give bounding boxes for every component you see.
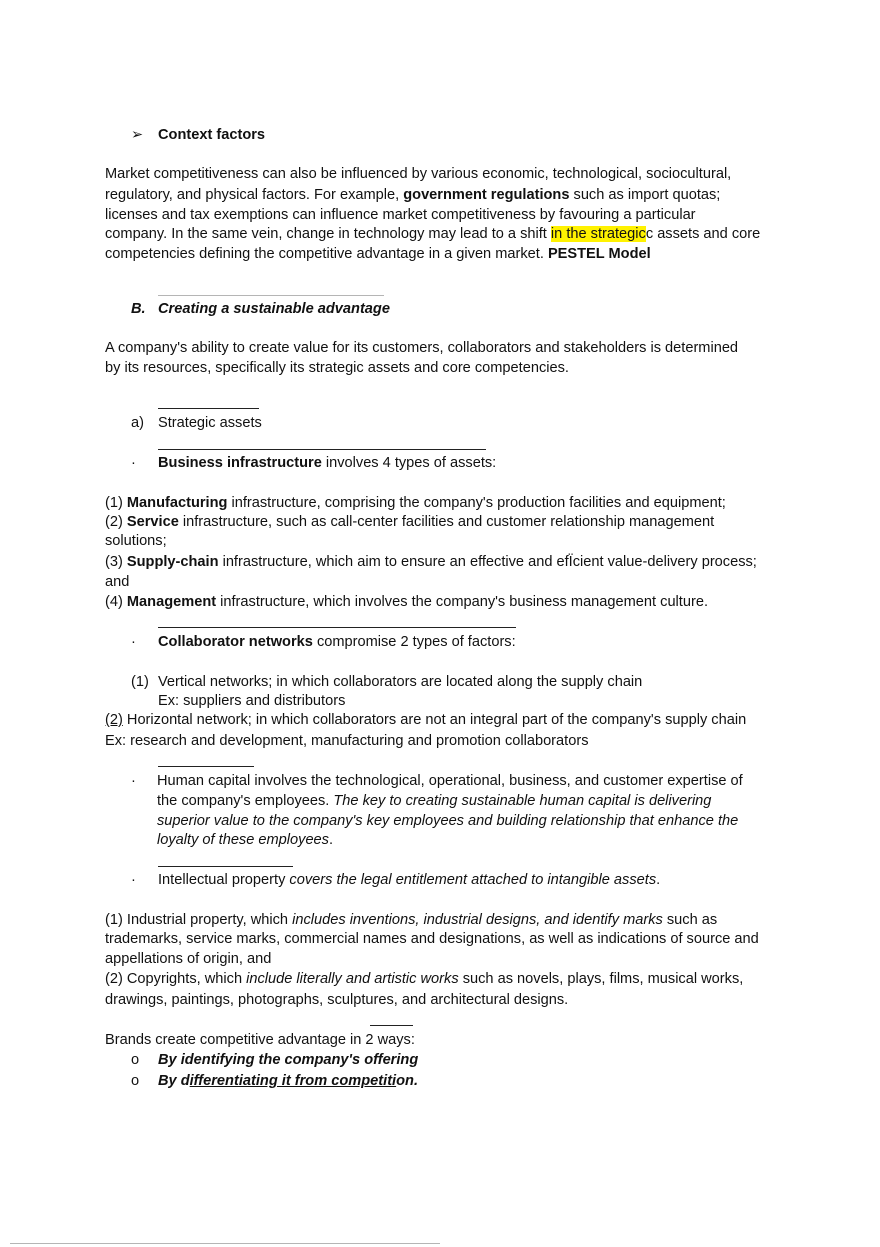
bold-run: Collaborator networks [158, 634, 313, 650]
text-run: the company's employees. [157, 793, 334, 809]
collaborator-networks-line [158, 632, 516, 652]
human-capital-line-2 [157, 791, 711, 811]
context-para-line-5 [105, 244, 651, 264]
text-run: infrastructure, such as call-center facilities and customer relationship management [178, 514, 715, 530]
divider [370, 1025, 413, 1026]
bold-run: Management [126, 594, 217, 610]
dot-bullet-icon: · [131, 455, 136, 471]
dot-bullet-icon: · [131, 773, 136, 789]
context-para-line-4 [105, 224, 760, 244]
business-item-3 [105, 552, 757, 572]
bold-run: government regulations [403, 187, 570, 203]
footer-divider [10, 1243, 440, 1244]
business-item-1 [105, 493, 726, 513]
brands-way-2 [158, 1071, 418, 1091]
dot-bullet-icon: · [131, 634, 136, 650]
divider [158, 449, 486, 450]
highlighted-run: in the strategic [550, 226, 646, 242]
divider [158, 766, 254, 767]
text-run: By d [158, 1073, 190, 1089]
context-para-line-3: licenses and tax exemptions can influence market competitiveness by favouring a particular [105, 207, 696, 223]
circle-bullet-icon: o [131, 1073, 140, 1089]
ip-para-line-2: trademarks, service marks, commercial names and designations, as well as indications of source and [105, 931, 759, 947]
section-b-intro-2: by its resources, specifically its strategic assets and core competencies. [105, 360, 569, 376]
text-run: Horizontal network; in which collaborators are not an integral part of the company's supply chain [122, 712, 747, 728]
text-run: involves 4 types of assets: [321, 455, 497, 471]
text-run: such as novels, plays, films, musical works, [458, 971, 744, 987]
text-run: c assets and core [645, 226, 761, 242]
human-capital-line-4 [157, 830, 333, 850]
divider [158, 408, 259, 409]
divider [158, 295, 384, 296]
text-run: (3) [105, 554, 127, 570]
business-item-4 [105, 592, 708, 612]
text-run: such as [662, 912, 718, 928]
human-capital-line-3: superior value to the company's key employees and building relationship that enhance the [157, 813, 739, 829]
brands-intro: Brands create competitive advantage in 2 ways: [105, 1032, 415, 1048]
ip-para-line-3: appellations of origin, and [105, 951, 272, 967]
text-run: Intellectual property [158, 872, 290, 888]
circle-bullet-icon: o [131, 1052, 140, 1068]
horizontal-networks-line [105, 710, 746, 730]
italic-run: loyalty of these employees [157, 832, 329, 848]
text-run: compromise 2 types of factors: [312, 634, 516, 650]
arrow-bullet-icon: ➢ [131, 127, 144, 143]
horizontal-example: Ex: research and development, manufacturing and promotion collaborators [105, 733, 589, 749]
text-run: infrastructure, which involves the company's business management culture. [216, 594, 709, 610]
text-run: . [328, 832, 334, 848]
text-run: infrastructure, which aim to ensure an effective and efÏcient value-delivery process; [218, 554, 757, 570]
text-run: infrastructure, comprising the company's production facilities and equipment; [227, 495, 726, 511]
context-para-line-2 [105, 185, 720, 205]
text-run: competencies defining the competitive advantage in a given market. [105, 246, 548, 262]
strategic-label: Strategic assets [158, 415, 262, 431]
bold-run: Business infrastructure [158, 455, 322, 471]
dot-bullet-icon: · [131, 872, 136, 888]
section-b-intro-1: A company's ability to create value for its customers, collaborators and stakeholders is determined [105, 340, 739, 356]
vertical-example: Ex: suppliers and distributors [158, 693, 346, 709]
text-run: (1) Industrial property, which [105, 912, 293, 928]
section-b-marker: B. [131, 301, 146, 317]
text-run: (2) Copyrights, which [105, 971, 247, 987]
ip-para-line-5: drawings, paintings, photographs, sculptures, and architectural designs. [105, 992, 569, 1008]
text-run: company. In the same vein, change in technology may lead to a shift [105, 226, 551, 242]
text-run: (1) [105, 495, 127, 511]
text-run: (2) [105, 514, 127, 530]
italic-run: include literally and artistic works [246, 971, 459, 987]
underlined-run: ifferentiating it from competiti [189, 1073, 397, 1089]
text-run: regulatory, and physical factors. For example, [105, 187, 404, 203]
strategic-marker: a) [131, 415, 144, 431]
italic-run: includes inventions, industrial designs, and identify marks [292, 912, 663, 928]
bold-run: Supply-chain [126, 554, 219, 570]
text-run: such as import quotas; [569, 187, 721, 203]
business-item-2-cont: solutions; [105, 533, 167, 549]
human-capital-line-1: Human capital involves the technological, operational, business, and customer expertise of [157, 773, 743, 789]
ip-para-line-1 [105, 910, 717, 930]
context-para-line-1: Market competitiveness can also be influenced by various economic, technological, sociocultural, [105, 166, 732, 182]
business-item-3-cont: and [105, 574, 130, 590]
vertical-number: (1) [131, 674, 149, 690]
bold-run: PESTEL Model [547, 246, 651, 262]
text-run: on. [396, 1073, 419, 1089]
intellectual-property-line [158, 870, 660, 890]
divider [158, 866, 293, 867]
italic-run: The key to creating sustainable human capital is delivering [333, 793, 712, 809]
italic-run: covers the legal entitlement attached to intangible assets [289, 872, 657, 888]
bold-run: Manufacturing [126, 495, 228, 511]
business-infrastructure-line [158, 453, 496, 473]
bold-run: Service [126, 514, 179, 530]
text-run: (4) [105, 594, 127, 610]
business-item-2 [105, 512, 714, 532]
ip-para-line-4 [105, 969, 743, 989]
underlined-run: (2) [105, 712, 123, 728]
text-run: . [656, 872, 661, 888]
divider [158, 627, 516, 628]
context-heading: Context factors [158, 127, 266, 143]
brands-way-1: By identifying the company's offering [158, 1052, 419, 1068]
vertical-networks-line: Vertical networks; in which collaborators are located along the supply chain [158, 674, 643, 690]
section-b-heading: Creating a sustainable advantage [158, 301, 390, 317]
